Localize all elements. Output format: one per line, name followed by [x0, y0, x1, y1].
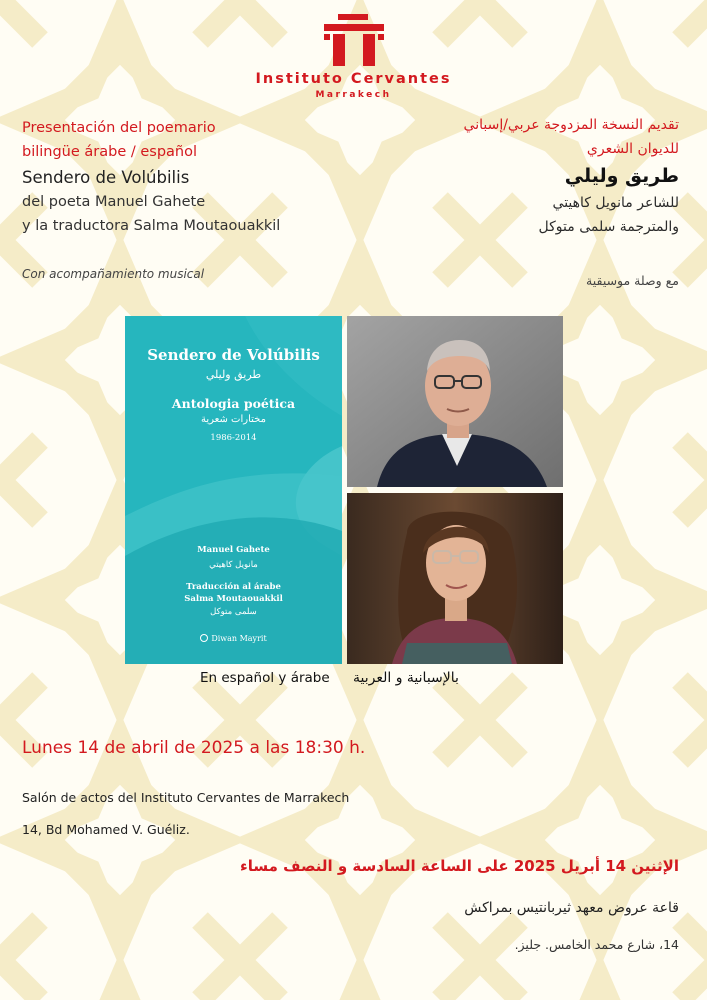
spanish-intro-line2: bilingüe árabe / español: [22, 144, 198, 160]
book-years: 1986-2014: [210, 433, 257, 443]
book-translation-line2: Salma Moutaouakkil: [184, 594, 283, 604]
spanish-book-title: Sendero de Volúbilis: [22, 168, 190, 187]
event-date-spanish: Lunes 14 de abril de 2025 a las 18:30 h.: [22, 738, 366, 758]
book-publisher: [125, 634, 342, 643]
event-date-arabic: الإثنين 14 أبريل 2025 على الساعة السادسة و النصف مساء: [240, 857, 679, 875]
caption-arabic: بالإسبانية و العربية: [353, 670, 459, 686]
spanish-header: [22, 116, 342, 238]
spanish-intro-line1: Presentación del poemario: [22, 120, 216, 136]
arabic-translator-line: والمترجمة سلمى متوكل: [538, 219, 679, 235]
logo-city: Marrakech: [315, 90, 392, 100]
book-cover: [125, 316, 342, 664]
event-address-spanish: 14, Bd Mohamed V. Guéliz.: [22, 822, 190, 837]
event-address-arabic: 14، شارع محمد الخامس. جليز.: [514, 937, 679, 952]
book-translator-arabic: سلمى متوكل: [210, 607, 257, 617]
book-subtitle-arabic: مختارات شعرية: [201, 414, 266, 425]
cervantes-logo-icon: [324, 14, 384, 66]
spanish-music-note: Con acompañamiento musical: [22, 267, 205, 281]
poet-photo: [347, 316, 563, 487]
book-author: Manuel Gahete: [197, 545, 270, 555]
logo-name: Instituto Cervantes: [255, 71, 452, 87]
translator-photo: [347, 493, 563, 664]
book-subtitle: Antologia poética: [171, 396, 296, 411]
arabic-music-note: مع وصلة موسيقية: [586, 273, 679, 288]
arabic-intro-line1: تقديم النسخة المزدوجة عربي/إسباني: [463, 117, 679, 133]
arabic-poet-line: للشاعر مانويل كاهيتي: [552, 195, 679, 211]
arabic-header: [359, 113, 679, 239]
spanish-poet-line: del poeta Manuel Gahete: [22, 194, 206, 210]
caption-spanish: En español y árabe: [200, 670, 330, 686]
book-translation-line1: Traducción al árabe: [186, 582, 281, 592]
book-title: Sendero de Volúbilis: [147, 346, 320, 364]
book-author-arabic: مانويل كاهيتي: [209, 560, 258, 570]
spanish-translator-line: y la traductora Salma Moutaouakkil: [22, 218, 281, 234]
publisher-logo-icon: [200, 634, 208, 642]
arabic-intro-line2: للديوان الشعري: [586, 141, 679, 157]
book-publisher-name: Diwan Mayrit: [211, 634, 267, 643]
event-venue-arabic: قاعة عروض معهد ثيربانتيس بمراكش: [464, 900, 679, 916]
book-title-arabic: طريق وليلي: [205, 368, 262, 381]
institute-logo: [0, 14, 707, 100]
arabic-book-title: طريق وليلي: [564, 165, 679, 187]
event-venue-spanish: Salón de actos del Instituto Cervantes de Marrakech: [22, 790, 350, 805]
